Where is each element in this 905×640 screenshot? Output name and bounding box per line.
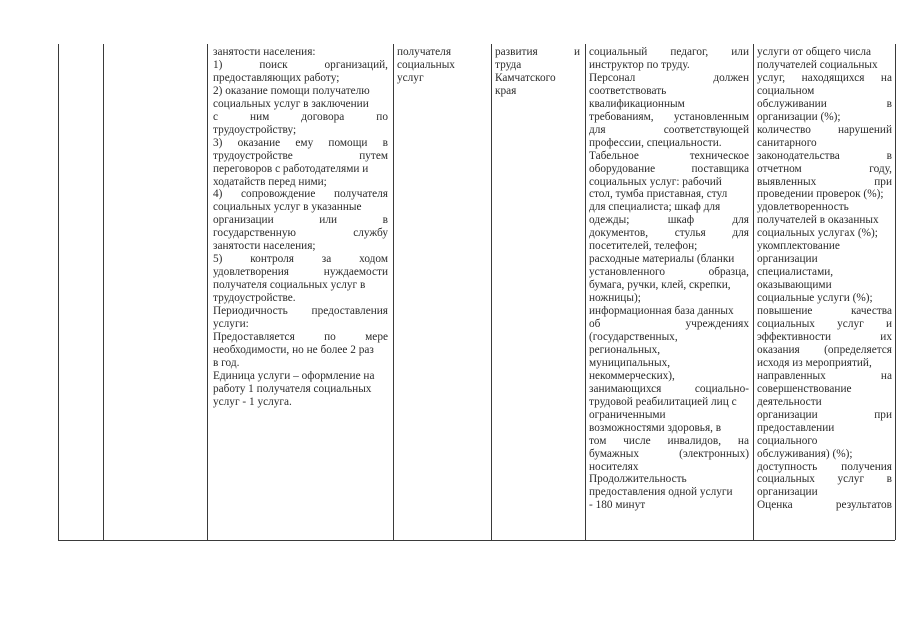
text-line: 5) контроля за ходом — [213, 253, 388, 266]
text-line: Продолжительность — [589, 473, 687, 486]
text-line: трудоустройстве путем — [213, 149, 388, 162]
service-conditions-cell — [589, 46, 749, 512]
text-line: - 180 минут — [589, 499, 646, 512]
text-line: труда — [495, 58, 522, 71]
text-line: услуги от общего числа — [757, 46, 872, 58]
text-line: социальных услуг в заключении — [213, 97, 369, 110]
text-line: стол, тумба приставная, стул — [589, 188, 728, 201]
text-line: требованиям, установленным — [589, 110, 749, 123]
text-line: 1) поиск организаций, — [213, 58, 388, 71]
text-line: социальных услугах (%); — [757, 227, 878, 240]
text-line: трудоустройству; — [213, 123, 297, 136]
table-bottom-border — [58, 540, 895, 541]
text-line: занятости населения; — [213, 240, 316, 253]
text-line: региональных, — [589, 343, 661, 356]
text-line: получателей социальных — [757, 58, 878, 71]
text-line: укомплектование — [757, 240, 840, 253]
text-line: соответствовать — [589, 84, 667, 97]
text-line: повышение качества — [757, 305, 892, 318]
text-line: законодательства в — [757, 149, 892, 162]
text-line: предоставления одной услуги — [589, 486, 733, 499]
text-line: Единица услуги – оформление на — [213, 369, 375, 382]
text-line: Камчатского — [495, 71, 556, 84]
text-line: оборудование поставщика — [589, 162, 749, 175]
text-line: 3) оказание ему помощи в — [213, 136, 388, 149]
text-line: 2) оказание помощи получателю — [213, 84, 370, 97]
text-line: Предоставляется по мере — [213, 330, 388, 343]
text-line: Оценка результатов — [757, 499, 892, 512]
text-line: установленного образца, — [589, 266, 749, 279]
text-line: специалистами, — [757, 266, 834, 279]
text-line: занятости населения: — [213, 46, 316, 58]
text-line: доступность получения — [757, 460, 892, 473]
text-line: социальных услуг в — [757, 473, 892, 486]
text-line: для соответствующей — [589, 123, 749, 136]
text-line: Персонал должен — [589, 71, 749, 84]
text-line: эффективности их — [757, 330, 892, 343]
column-divider-3 — [393, 44, 394, 540]
text-line: социальный педагог, или — [589, 46, 749, 58]
quality-indicators-cell — [757, 46, 892, 512]
text-line: направленных на — [757, 369, 892, 382]
service-description-cell — [213, 46, 388, 409]
text-line: квалификационным — [589, 97, 685, 110]
text-line: выявленных при — [757, 175, 892, 188]
text-line: организации (%); — [757, 110, 841, 123]
column-divider-1 — [103, 44, 104, 540]
text-line: социальных — [397, 58, 455, 71]
text-line: необходимости, но не более 2 раз — [213, 343, 374, 356]
text-line: социальных услуг: рабочий — [589, 175, 722, 188]
text-line: ходатайств перед ними; — [213, 175, 327, 188]
text-line: бумага, ручки, клей, скрепки, — [589, 279, 731, 292]
text-line: занимающихся социально- — [589, 382, 749, 395]
text-line: услуг — [397, 71, 424, 84]
text-line: 4) сопровождение получателя — [213, 188, 388, 201]
text-line: с ним договора по — [213, 110, 388, 123]
text-line: социальных услуг в указанные — [213, 201, 362, 214]
text-line: об учреждениях — [589, 318, 749, 331]
text-line: профессии, специальности. — [589, 136, 722, 149]
text-line: организации или в — [213, 214, 388, 227]
text-line: оказания (определяется — [757, 343, 892, 356]
text-line: организации — [757, 486, 818, 499]
text-line: бумажных (электронных) — [589, 447, 749, 460]
text-line: услуг - 1 услуга. — [213, 395, 292, 408]
text-line: исходя из мероприятий, — [757, 356, 872, 369]
text-line: оказывающими — [757, 279, 832, 292]
column-divider-5 — [585, 44, 586, 540]
text-line: в год. — [213, 356, 240, 369]
text-line: работу 1 получателя социальных — [213, 382, 372, 395]
text-line: государственную службу — [213, 227, 388, 240]
text-line: социальных услуг и — [757, 318, 892, 331]
text-line: носителях — [589, 460, 639, 473]
text-line: расходные материалы (бланки — [589, 253, 735, 266]
responsible-body-cell — [495, 46, 580, 98]
text-line: совершенствование — [757, 382, 852, 395]
text-line: для специалиста; шкаф для — [589, 201, 721, 214]
text-line: обслуживании в — [757, 97, 892, 110]
text-line: удовлетворения нуждаемости — [213, 266, 388, 279]
text-line: том числе инвалидов, на — [589, 434, 749, 447]
table-border-left — [58, 44, 59, 540]
text-line: социального — [757, 434, 818, 447]
text-line: количество нарушений — [757, 123, 892, 136]
table-border-right — [895, 44, 896, 540]
text-line: организации при — [757, 408, 892, 421]
text-line: организации — [757, 253, 818, 266]
text-line: муниципальных, — [589, 356, 671, 369]
text-line: информационная база данных — [589, 305, 734, 318]
column-divider-6 — [753, 44, 754, 540]
text-line: отчетном году, — [757, 162, 892, 175]
text-line: инструктор по труду. — [589, 58, 690, 71]
column-divider-2 — [207, 44, 208, 540]
recipient-category-cell — [397, 46, 487, 85]
text-line: получателя — [397, 46, 452, 58]
text-line: предоставляющих работу; — [213, 71, 340, 84]
text-line: предоставлении — [757, 421, 835, 434]
text-line: одежды; шкаф для — [589, 214, 749, 227]
text-line: услуг, находящихся на — [757, 71, 892, 84]
text-line: получателя социальных услуг в — [213, 279, 366, 292]
text-line: некоммерческих), — [589, 369, 675, 382]
text-line: получателей в оказанных — [757, 214, 879, 227]
text-line: трудовой реабилитацией лиц с — [589, 395, 737, 408]
text-line: деятельности — [757, 395, 822, 408]
text-line: ограниченными — [589, 408, 666, 421]
text-line: Периодичность предоставления — [213, 305, 388, 318]
text-line: ножницы); — [589, 292, 641, 305]
text-line: возможностями здоровья, в — [589, 421, 722, 434]
text-line: услуги: — [213, 318, 249, 331]
text-line: удовлетворенность — [757, 201, 849, 214]
text-line: переговоров с работодателями и — [213, 162, 369, 175]
text-line: санитарного — [757, 136, 817, 149]
column-divider-4 — [491, 44, 492, 540]
text-line: развития и — [495, 46, 580, 58]
text-line: документов, стулья для — [589, 227, 749, 240]
text-line: трудоустройстве. — [213, 292, 296, 305]
text-line: проведении проверок (%); — [757, 188, 884, 201]
text-line: края — [495, 84, 517, 97]
text-line: посетителей, телефон; — [589, 240, 698, 253]
text-line: социальном — [757, 84, 815, 97]
text-line: социальные услуги (%); — [757, 292, 873, 305]
text-line: обслуживания) (%); — [757, 447, 853, 460]
text-line: (государственных, — [589, 330, 678, 343]
text-line: Табельное техническое — [589, 149, 749, 162]
